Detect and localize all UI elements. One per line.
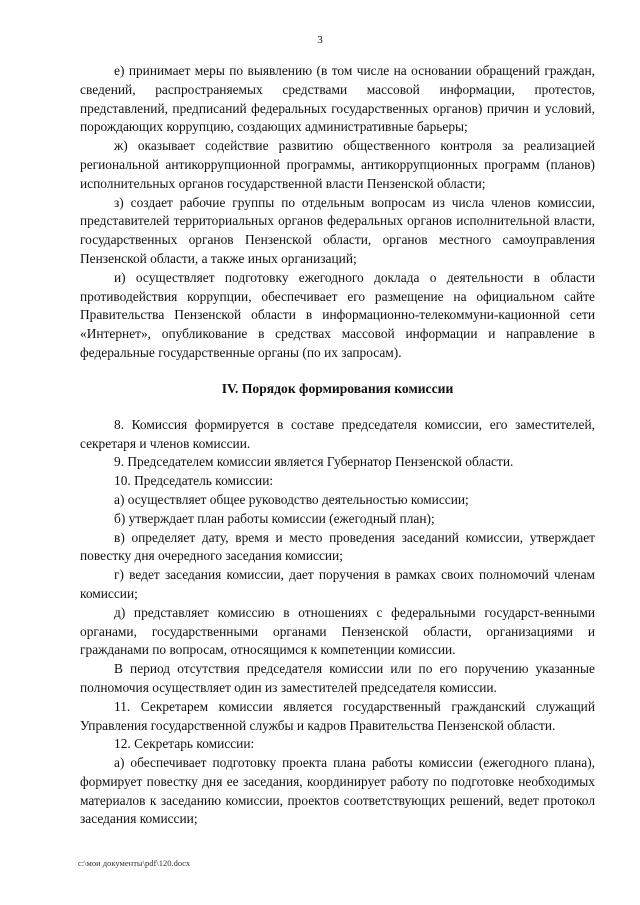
paragraph-10-g: г) ведет заседания комиссии, дает поручения в рамках своих полномочий членам комиссии; <box>80 567 595 601</box>
document-body <box>80 62 595 829</box>
paragraph-10-b: б) утверждает план работы комиссии (ежегодный план); <box>114 510 435 526</box>
paragraph-i: и) осуществляет подготовку ежегодного доклада о деятельности в области противодействия коррупции, обеспечивает его размещение на официальном сайте Правительства Пензенской области в информационно-телекоммуни-кационной сети «Интернет», опубликование в средствах массовой информации и направление в федеральные государственные органы (по их запросам). <box>80 269 595 360</box>
paragraph-12-a: а) обеспечивает подготовку проекта плана работы комиссии (ежегодного плана), формирует повестку дня ее заседания, координирует работу по подготовке необходимых материалов к заседанию комиссии, проектов соответствующих решений, ведет протокол заседания комиссии; <box>80 755 595 827</box>
paragraph-zh: ж) оказывает содействие развитию общественного контроля за реализацией региональной антикоррупционной программы, антикоррупционных программ (планов) исполнительных органов государственной власти Пензенской области; <box>80 138 595 191</box>
paragraph-11: 11. Секретарем комиссии является государственный гражданский служащий Управления государственной службы и кадров Правительства Пензенской области. <box>80 698 595 733</box>
paragraph-absence: В период отсутствия председателя комиссии или по его поручению указанные полномочия осуществляет один из заместителей председателя комиссии. <box>80 661 595 695</box>
page-number: 3 <box>317 34 323 46</box>
paragraph-9: 9. Председателем комиссии является Губернатор Пензенской области. <box>114 454 514 470</box>
footer-file-path: c:\мои документы\pdf\120.docx <box>78 858 191 868</box>
paragraph-10-a: а) осуществляет общее руководство деятельностью комиссии; <box>114 491 469 507</box>
paragraph-z: з) создает рабочие группы по отдельным вопросам из числа членов комиссии, представителей территориальных органов федеральных органов исполнительной власти, государственных органов Пензенской области, органов местного самоуправления Пензенской области, а также иных организаций; <box>80 194 595 266</box>
paragraph-8: 8. Комиссия формируется в составе председателя комиссии, его заместителей, секретаря и членов комиссии. <box>80 416 595 451</box>
paragraph-12: 12. Секретарь комиссии: <box>114 736 255 752</box>
paragraph-e: е) принимает меры по выявлению (в том числе на основании обращений граждан, сведений, распространяемых средствами массовой информации, протестов, представлений, предписаний федеральных государственных органов) причин и условий, порождающих коррупцию, создающих административные барьеры; <box>80 63 595 135</box>
paragraph-10-v: в) определяет дату, время и место проведения заседаний комиссии, утверждает повестку дня очередного заседания комиссии; <box>80 529 595 564</box>
section-heading: IV. Порядок формирования комиссии <box>221 380 454 396</box>
paragraph-10-d: д) представляет комиссию в отношениях с федеральными государст-венными органами, государственными органами Пензенской области, организациями и гражданами по вопросам, относящимся к компетенции комиссии. <box>80 604 595 658</box>
paragraph-10: 10. Председатель комиссии: <box>114 473 274 489</box>
